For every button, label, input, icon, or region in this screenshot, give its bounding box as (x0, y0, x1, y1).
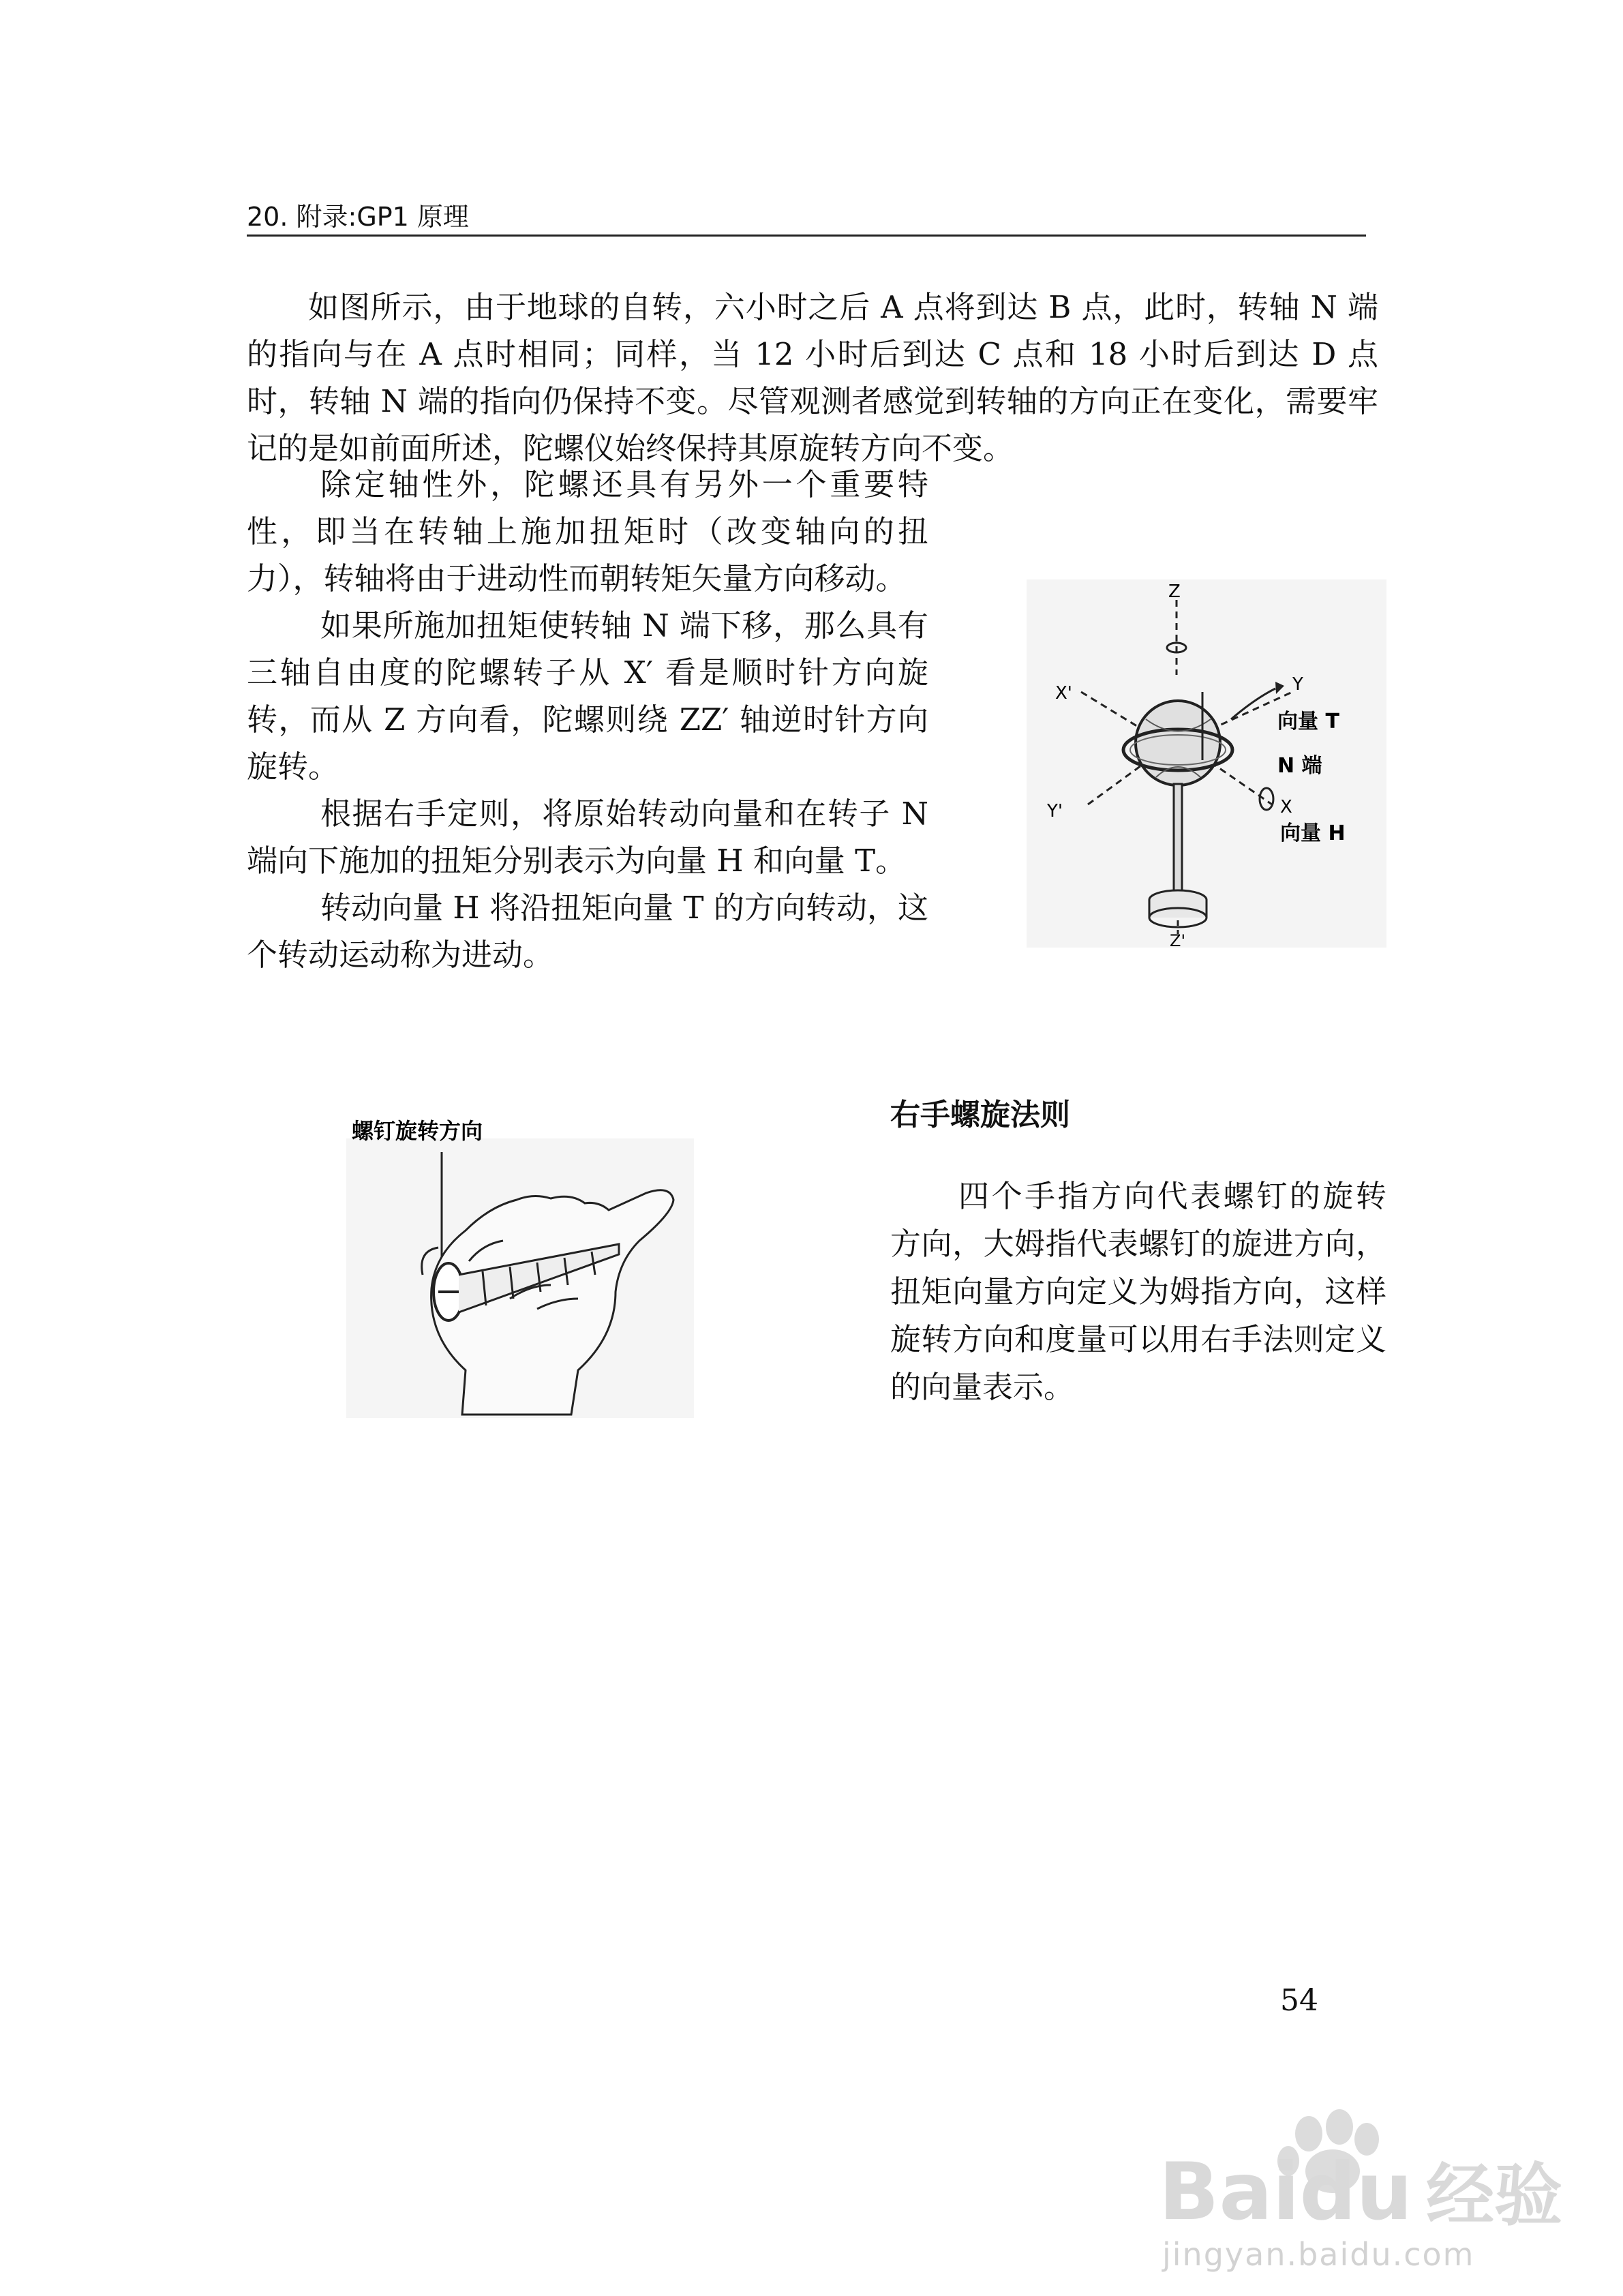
gyro-label-z: Z (1168, 581, 1181, 602)
gyroscope-text-column (247, 461, 928, 978)
watermark-brand-head: Bai (1159, 2146, 1300, 2238)
gyro-label-vector-h: 向量 H (1280, 821, 1346, 845)
gyro-label-y: Y (1292, 674, 1303, 695)
page-number: 54 (1280, 1983, 1318, 2018)
right-hand-rule-title: 右手螺旋法则 (890, 1098, 1070, 1132)
gyroscope-figure (1027, 579, 1386, 948)
hand-figure-label: 螺钉旋转方向 (352, 1118, 483, 1144)
gyro-paragraph-2: 如果所施加扭矩使转轴 N 端下移，那么具有三轴自由度的陀螺转子从 X′ 看是顺时针方向旋转，而从 Z 方向看，陀螺则绕 ZZ′ 轴逆时针方向旋转。 (247, 607, 928, 785)
gyro-label-vector-t: 向量 T (1277, 710, 1339, 734)
right-hand-rule-column (890, 1093, 1386, 1411)
right-hand-rule-paragraph: 四个手指方向代表螺钉的旋转方向，大姆指代表螺钉的旋进方向，扭矩向量方向定义为姆指方向，这样旋转方向和度量可以用右手法则定义的向量表示。 (890, 1178, 1386, 1405)
gyro-paragraph-1: 除定轴性外，陀螺还具有另外一个重要特性，即当在转轴上施加扭矩时（改变轴向的扭力），转轴将由于进动性而朝转矩矢量方向移动。 (247, 466, 928, 596)
gyro-label-x-prime: X' (1055, 683, 1072, 704)
intro-paragraph: 如图所示，由于地球的自转，六小时之后 A 点将到达 B 点，此时，转轴 N 端的指向与在 A 点时相同；同样，当 12 小时后到达 C 点和 18 小时后到达 D 点时，转轴 N 端的指向仍保持不变。尽管观测者感觉到转轴的方向正在变化，需要牢记的是如前面所述，陀螺仪始终保持其原旋转方向不变。 (247, 289, 1378, 466)
watermark-brand (1159, 2141, 1562, 2239)
watermark-brand-tail: du (1299, 2146, 1413, 2238)
watermark-brand-cn: 经验 (1426, 2156, 1563, 2235)
gyro-paragraph-3: 根据右手定则，将原始转动向量和在转子 N 端向下施加的扭矩分别表示为向量 H 和向量 T。 (247, 796, 928, 879)
gyro-label-y-prime: Y' (1047, 801, 1063, 821)
watermark-url: jingyan.baidu.com (1162, 2236, 1475, 2273)
running-header: 20. 附录:GP1 原理 (247, 202, 1366, 237)
right-hand-figure (346, 1111, 694, 1418)
gyro-label-z-prime: Z' (1170, 931, 1186, 948)
gyro-paragraph-4: 转动向量 H 将沿扭矩向量 T 的方向转动，这个转动运动称为进动。 (247, 890, 928, 973)
gyro-label-n-end: N 端 (1277, 754, 1322, 778)
gyro-label-x: X (1280, 797, 1292, 817)
